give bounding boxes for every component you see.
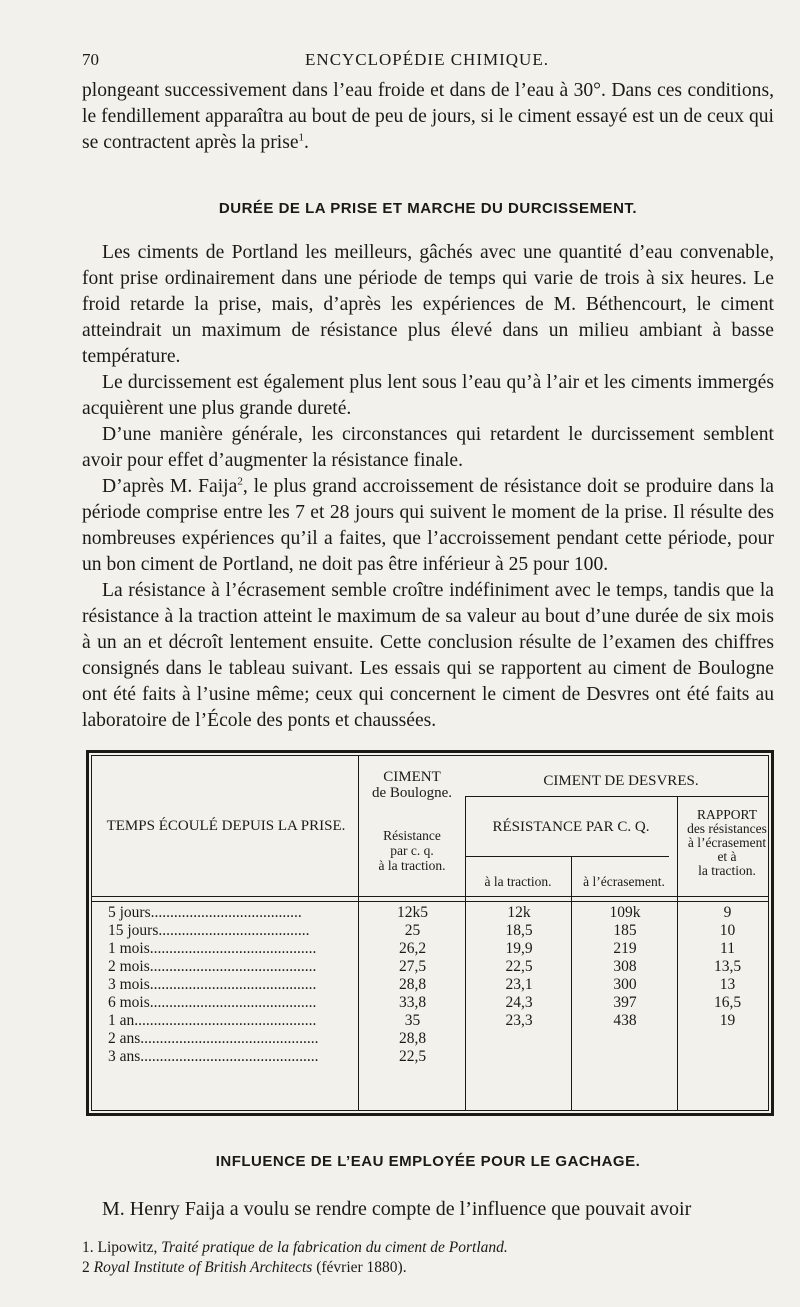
header-line: à l’écrasement bbox=[687, 835, 767, 850]
footnote-title: Royal Institute of British Architects bbox=[93, 1259, 313, 1276]
paragraph-text: , le plus grand accroissement de résistance doit se produire dans la période comprise entre les 7 et 28 jours qui suivent le moment de la prise. Il résulte des nombreuses expériences qu’il a faites, que l’accroissement pendant cette période, pour un bon ciment de Portland, ne doit pas être inférieur à 25 pour 100. bbox=[82, 476, 775, 575]
cell-ecrasement: 219 bbox=[613, 940, 637, 957]
cell-ecrasement: 185 bbox=[613, 922, 637, 939]
paragraph: D’une manière générale, les circonstances qui retardent le durcissement semblent avoir pour effet d’augmenter la résistance finale. bbox=[82, 424, 774, 471]
row-label: 1 mois........................................... bbox=[108, 940, 317, 957]
header-line: par c. q. bbox=[390, 843, 434, 858]
cell-traction: 19,9 bbox=[505, 940, 533, 957]
footnote-number: 1. bbox=[82, 1239, 94, 1256]
cell-boulogne: 27,5 bbox=[398, 958, 427, 975]
table-row bbox=[92, 904, 768, 922]
footnotes bbox=[82, 1238, 774, 1278]
section-body-eau bbox=[82, 1196, 774, 1222]
cell-ecrasement: 308 bbox=[613, 958, 637, 975]
header-line: la traction. bbox=[698, 863, 756, 878]
cell-ecrasement: 109k bbox=[609, 904, 641, 921]
header-line: RAPPORT bbox=[697, 807, 757, 822]
row-label: 15 jours....................................... bbox=[108, 922, 310, 939]
table-row bbox=[92, 976, 768, 994]
footnote-date: (février 1880). bbox=[316, 1259, 407, 1276]
cell-traction: 22,5 bbox=[505, 958, 533, 975]
paragraph-text: D’après M. Faija bbox=[102, 476, 238, 497]
row-label: 5 jours....................................... bbox=[108, 904, 302, 921]
cell-rapport: 16,5 bbox=[713, 994, 742, 1011]
intro-end: . bbox=[304, 132, 309, 153]
running-header bbox=[82, 50, 772, 72]
table-row bbox=[92, 994, 768, 1012]
cell-traction: 23,1 bbox=[505, 976, 533, 993]
footnote-number: 2 bbox=[82, 1259, 90, 1276]
footnote-1 bbox=[82, 1238, 774, 1258]
header-boulogne-res bbox=[360, 828, 464, 873]
header-temps: TEMPS ÉCOULÉ DEPUIS LA PRISE. bbox=[106, 818, 346, 834]
header-line: Résistance bbox=[383, 828, 441, 843]
row-label: 3 mois........................................... bbox=[108, 976, 317, 993]
section-body-durcissement bbox=[82, 240, 774, 734]
row-label: 1 an............................................... bbox=[108, 1012, 317, 1029]
cell-rapport: 19 bbox=[719, 1012, 736, 1029]
table-rule bbox=[466, 796, 768, 797]
header-boulogne-title: CIMENT bbox=[383, 769, 441, 785]
table-row bbox=[92, 922, 768, 940]
cell-ecrasement: 300 bbox=[613, 976, 637, 993]
table-header-rule bbox=[92, 896, 768, 897]
paragraph: M. Henry Faija a voulu se rendre compte de l’influence que pouvait avoir bbox=[102, 1198, 692, 1220]
table-rule bbox=[466, 856, 669, 857]
cell-rapport: 13 bbox=[719, 976, 736, 993]
footnote-2 bbox=[82, 1258, 774, 1278]
cell-traction: 18,5 bbox=[505, 922, 533, 939]
cell-boulogne: 26,2 bbox=[398, 940, 427, 957]
paragraph: Les ciments de Portland les meilleurs, gâchés avec une quantité d’eau convenable, font prise ordinairement dans une période de temps qui varie de trois à six heures. Le froid retarde la prise, mais, d’après les expériences de M. Béthencourt, le ciment atteindrait un maximum de résistance plus élevé dans un milieu ambiant à basse température. bbox=[82, 242, 774, 367]
cell-boulogne: 33,8 bbox=[398, 994, 427, 1011]
header-line: à la traction. bbox=[378, 858, 446, 873]
table-body bbox=[92, 904, 768, 1066]
table-row bbox=[92, 958, 768, 976]
running-title: ENCYCLOPÉDIE CHIMIQUE. bbox=[305, 50, 549, 69]
header-resistance-group: RÉSISTANCE PAR C. Q. bbox=[492, 819, 650, 835]
section-heading-eau: INFLUENCE DE L’EAU EMPLOYÉE POUR LE GACHAGE. bbox=[215, 1153, 641, 1170]
footnote-author: Lipowitz, bbox=[97, 1239, 158, 1256]
cell-boulogne: 28,8 bbox=[398, 976, 427, 993]
header-rapport bbox=[678, 808, 776, 878]
paragraph bbox=[82, 474, 774, 578]
table-header-rule bbox=[92, 901, 768, 902]
row-label: 6 mois........................................... bbox=[108, 994, 317, 1011]
cell-boulogne: 28,8 bbox=[398, 1030, 427, 1047]
footnote-ref-1: 1 bbox=[298, 131, 305, 144]
header-line: et à bbox=[717, 849, 737, 864]
cell-rapport: 10 bbox=[719, 922, 736, 939]
cell-boulogne: 35 bbox=[404, 1012, 421, 1029]
page-number: 70 bbox=[82, 50, 99, 69]
cell-boulogne: 25 bbox=[404, 922, 421, 939]
cell-traction: 24,3 bbox=[505, 994, 533, 1011]
header-line: des résistances bbox=[687, 821, 767, 836]
cell-ecrasement: 397 bbox=[613, 994, 637, 1011]
header-ecrasement: à l’écrasement. bbox=[583, 874, 665, 889]
table-row bbox=[92, 1030, 768, 1048]
cell-boulogne: 22,5 bbox=[398, 1048, 427, 1065]
header-desvres: CIMENT DE DESVRES. bbox=[543, 773, 699, 789]
table-row bbox=[92, 940, 768, 958]
footnote-ref-2: 2 bbox=[237, 475, 243, 488]
footnote-title: Traité pratique de la fabrication du ciment de Portland. bbox=[161, 1239, 508, 1256]
cell-rapport: 11 bbox=[720, 940, 735, 957]
intro-paragraph bbox=[82, 78, 774, 156]
cell-rapport: 13,5 bbox=[713, 958, 742, 975]
paragraph: Le durcissement est également plus lent sous l’eau qu’à l’air et les ciments immergés acquièrent une plus grande dureté. bbox=[82, 372, 774, 419]
cell-ecrasement: 438 bbox=[613, 1012, 637, 1029]
intro-text: plongeant successivement dans l’eau froide et dans de l’eau à 30°. Dans ces conditions, le fendillement apparaîtra au bout de peu de jours, si le ciment essayé est un de ceux qui se contractent après la prise bbox=[82, 80, 774, 153]
cell-rapport: 9 bbox=[723, 904, 732, 921]
row-label: 2 ans.............................................. bbox=[108, 1030, 319, 1047]
row-label: 3 ans.............................................. bbox=[108, 1048, 319, 1065]
row-label: 2 mois........................................... bbox=[108, 958, 317, 975]
table-row bbox=[92, 1012, 768, 1030]
header-traction: à la traction. bbox=[484, 874, 552, 889]
section-heading-durcissement: DURÉE DE LA PRISE ET MARCHE DU DURCISSEMENT. bbox=[218, 200, 638, 217]
cell-boulogne: 12k5 bbox=[397, 904, 428, 921]
cell-traction: 23,3 bbox=[505, 1012, 533, 1029]
table-row bbox=[92, 1048, 768, 1066]
header-boulogne-sub: de Boulogne. bbox=[372, 785, 452, 801]
cell-traction: 12k bbox=[507, 904, 531, 921]
paragraph: La résistance à l’écrasement semble croître indéfiniment avec le temps, tandis que la résistance à la traction atteint le maximum de sa valeur au bout d’une durée de six mois à un an et décroît lentement ensuite. Cette conclusion résulte de l’examen des chiffres consignés dans le tableau suivant. Les essais qui se rapportent au ciment de Boulogne ont été faits à l’usine même; ceux qui concernent le ciment de Desvres ont été faits au laboratoire de l’École des ponts et chaussées. bbox=[82, 580, 774, 731]
resistance-table bbox=[86, 750, 774, 1116]
